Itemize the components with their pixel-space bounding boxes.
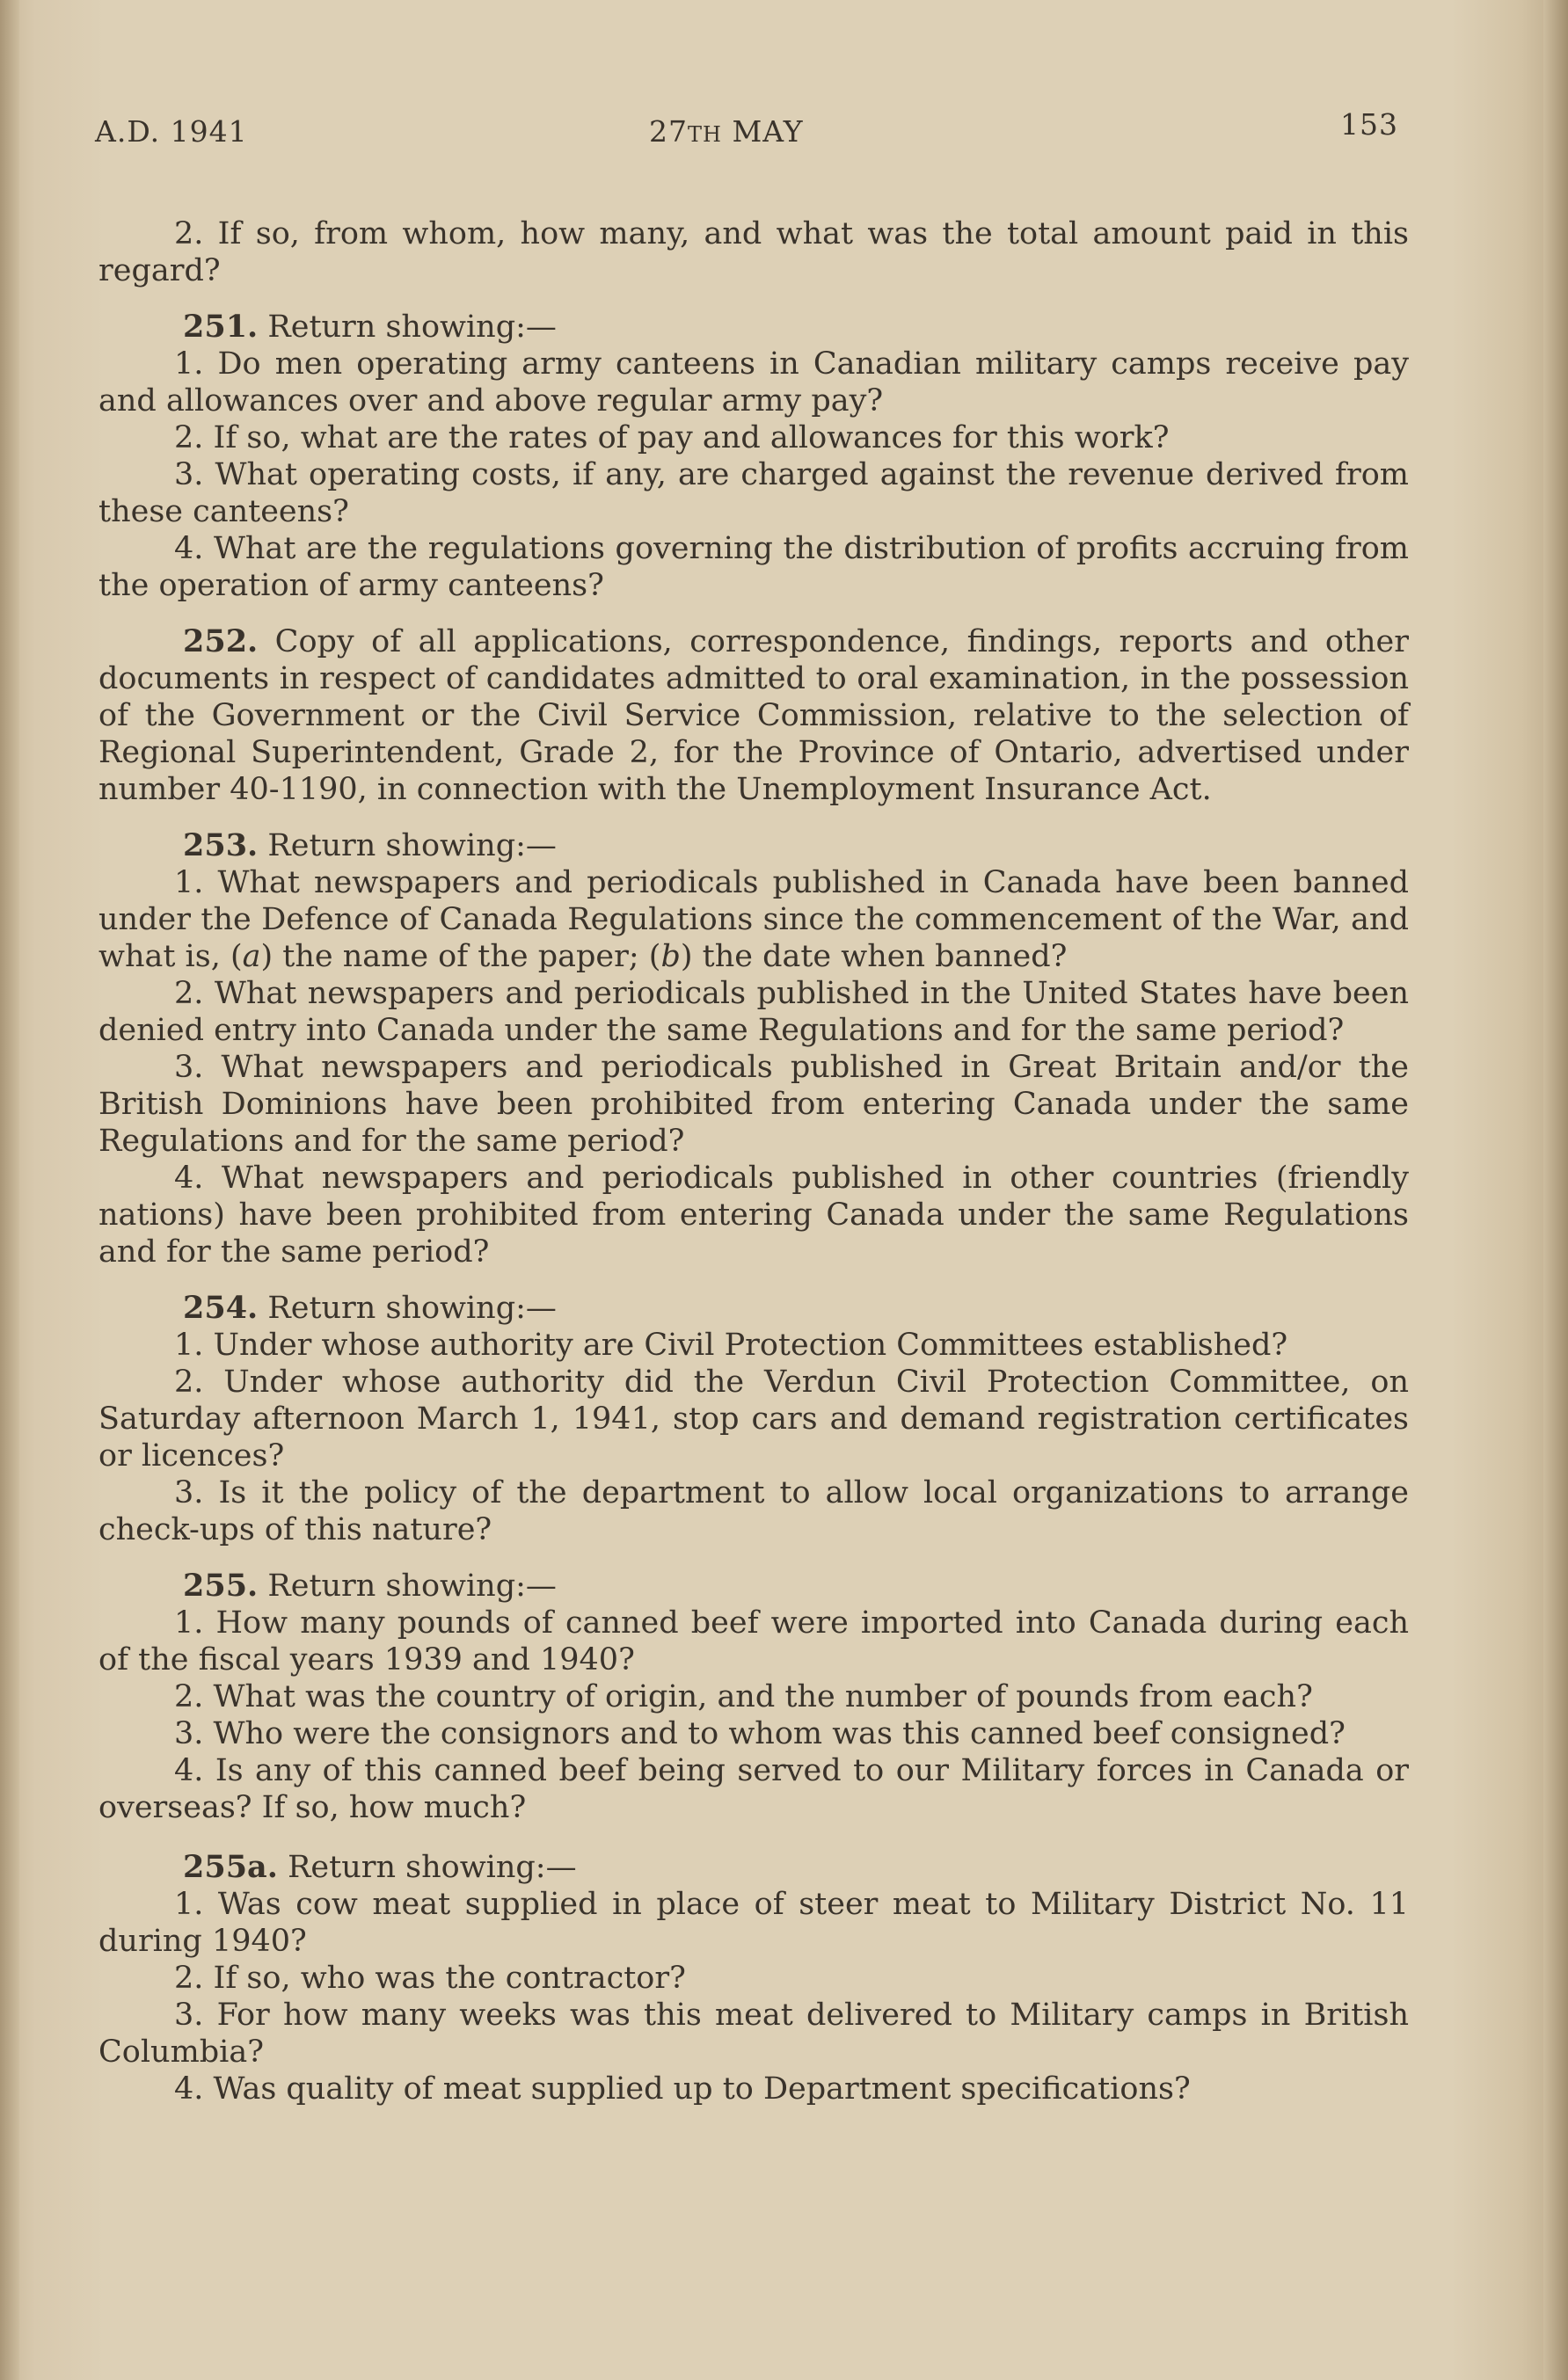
question-251-item-4: 4. What are the regulations governing the distribution of profits accruing from the operation of army canteens? — [98, 531, 1409, 603]
question-255-item-1: 1. How many pounds of canned beef were imported into Canada during each of the fiscal years 1939 and 1940? — [98, 1605, 1409, 1678]
question-251-item-2: 2. If so, what are the rates of pay and allowances for this work? — [174, 420, 1170, 455]
header-year: A.D. 1941 — [95, 114, 248, 149]
question-number: 254. — [183, 1290, 259, 1326]
question-254-item-3: 3. Is it the policy of the department to allow local organizations to arrange check-ups of this nature? — [98, 1475, 1409, 1547]
question-254-item-2: 2. Under whose authority did the Verdun Civil Protection Committee, on Saturday afternoon March 1, 1941, stop cars and demand registration certificates or licences? — [98, 1365, 1409, 1474]
question-255-item-2: 2. What was the country of origin, and the number of pounds from each? — [174, 1679, 1313, 1714]
question-251-item-3: 3. What operating costs, if any, are charged against the revenue derived from these canteens? — [98, 457, 1409, 529]
question-253-item-3: 3. What newspapers and periodicals published in Great Britain and/or the British Dominions have been prohibited from entering Canada under the same Regulations and for the same period? — [98, 1050, 1409, 1159]
text-run: ) the date when banned? — [680, 939, 1068, 974]
question-heading-text: Return showing:— — [277, 1850, 577, 1885]
header-date — [649, 114, 804, 149]
header-month: MAY — [732, 114, 804, 149]
question-255a-item-4: 4. Was quality of meat supplied up to Department specifications? — [174, 2071, 1191, 2107]
text-run: ) the name of the paper; ( — [260, 939, 661, 974]
question-heading-text: Return showing:— — [258, 1291, 557, 1326]
question-253-item-4: 4. What newspapers and periodicals published in other countries (friendly nations) have been prohibited from entering Canada under the same Regulations and for the same period? — [98, 1161, 1409, 1270]
question-255a-item-2: 2. If so, who was the contractor? — [174, 1961, 686, 1996]
question-252 — [98, 623, 1409, 808]
question-255-heading — [98, 1568, 1409, 1605]
question-number: 251. — [183, 309, 259, 345]
question-252-text: Copy of all applications, correspondence, findings, reports and other documents in respect of candidates admitted to oral examination, in the possession of the Government or the Civil Service Commission, relative to the selection of Regional Superintendent, Grade 2, for the Province of Ontario, advertised under number 40-1190, in connection with the Unemployment Insurance Act. — [98, 624, 1409, 807]
page-edge-left — [0, 0, 19, 2380]
page-content — [98, 215, 1409, 2107]
question-255a-heading — [98, 1849, 1409, 1886]
question-251-heading — [98, 309, 1409, 346]
question-number: 253. — [183, 827, 259, 863]
page-number: 153 — [1340, 107, 1398, 142]
question-254-item-1: 1. Under whose authority are Civil Protection Committees established? — [174, 1328, 1288, 1363]
question-heading-text: Return showing:— — [258, 828, 557, 863]
page-edge-right — [1543, 0, 1568, 2380]
header-day: 27 — [649, 114, 688, 149]
question-255a-item-3: 3. For how many weeks was this meat delivered to Military camps in British Columbia? — [98, 1998, 1409, 2070]
question-253-item-1 — [98, 864, 1409, 975]
question-253-item-2: 2. What newspapers and periodicals published in the United States have been denied entry into Canada under the same Regulations and for the same period? — [98, 976, 1409, 1048]
question-255-item-4: 4. Is any of this canned beef being served to our Military forces in Canada or overseas? If so, how much? — [98, 1753, 1409, 1825]
question-251-item-1: 1. Do men operating army canteens in Canadian military camps receive pay and allowances over and above regular army pay? — [98, 346, 1409, 419]
italic-letter: b — [660, 939, 681, 974]
question-254-heading — [98, 1290, 1409, 1327]
question-heading-text: Return showing:— — [258, 309, 557, 345]
text-run: 1. What newspapers and periodicals published in Canada have been banned under the Defence of Canada Regulations since the commencement of the War, and what is, ( — [98, 865, 1409, 974]
question-number: 255. — [183, 1568, 259, 1604]
question-255a-item-1: 1. Was cow meat supplied in place of steer meat to Military District No. 11 during 1940? — [98, 1887, 1409, 1959]
question-number: 255a. — [183, 1849, 278, 1885]
continued-question-item: 2. If so, from whom, how many, and what was the total amount paid in this regard? — [98, 216, 1409, 288]
italic-letter: a — [242, 939, 261, 974]
question-253-heading — [98, 827, 1409, 864]
question-heading-text: Return showing:— — [258, 1568, 557, 1604]
header-day-suffix: TH — [688, 122, 722, 147]
page-header — [95, 107, 1398, 160]
question-255-item-3: 3. Who were the consignors and to whom was this canned beef consigned? — [174, 1716, 1346, 1751]
question-number: 252. — [183, 623, 259, 659]
